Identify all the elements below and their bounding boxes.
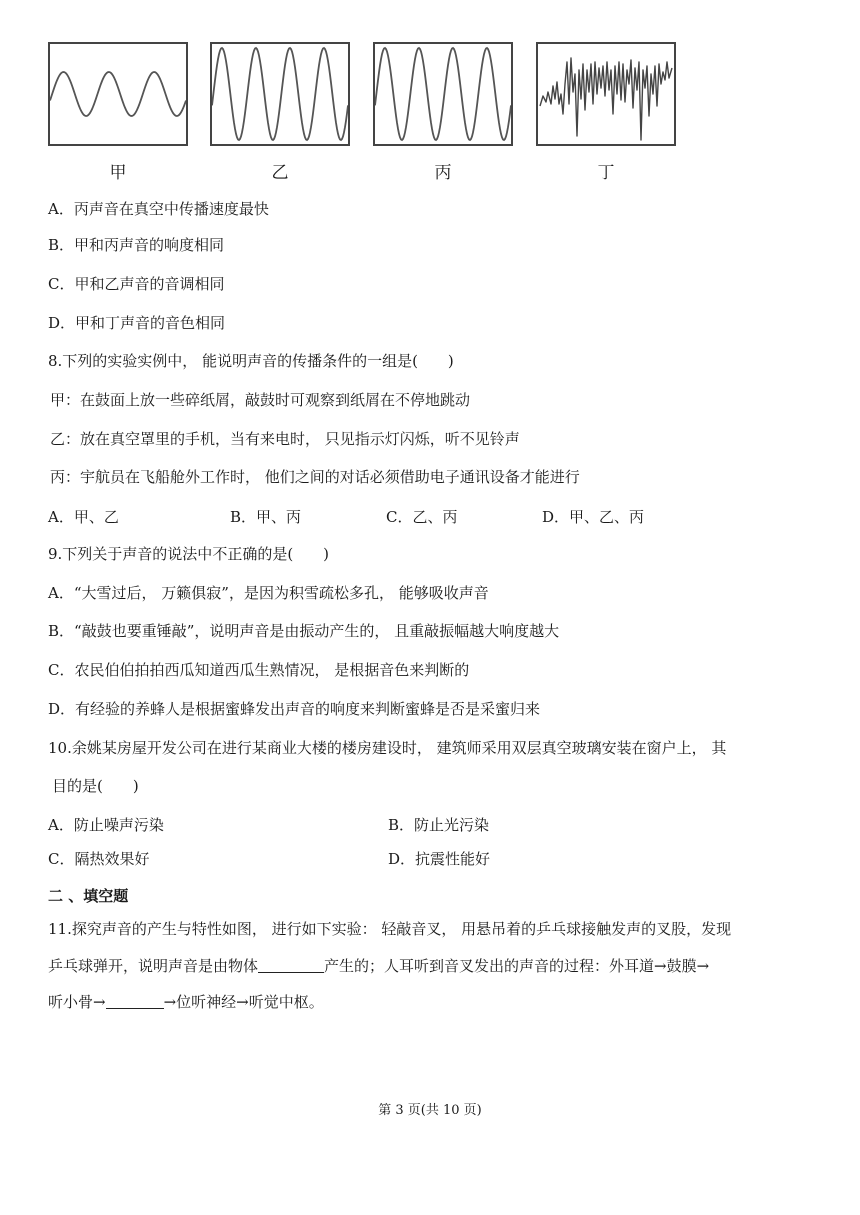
q8-option-c: C．乙、丙 [386,508,458,526]
q11-line2 [48,955,709,977]
q7-option-c: C．甲和乙声音的音调相同 [48,275,225,293]
waveform-figure [48,42,678,182]
q7-option-b: B．甲和丙声音的响度相同 [48,236,225,254]
q8-option-b: B．甲、丙 [230,508,302,526]
q9-option-a: A．“大雪过后， 万籁俱寂”，是因为积雪疏松多孔， 能够吸收声音 [48,584,489,602]
waveform-label-yi: 乙 [271,163,289,183]
q11-line2-a: 乒乓球弹开，说明声音是由物体 [48,957,259,975]
q9-stem: 9.下列关于声音的说法中不正确的是( ) [48,545,330,563]
q9-option-d: D．有经验的养蜂人是根据蜜蜂发出声音的响度来判断蜜蜂是否是采蜜归来 [48,700,541,718]
q11-line3-b: →位听神经→听觉中枢。 [163,993,324,1011]
q10-option-b: B．防止光污染 [388,816,490,834]
page-footer: 第 3 页(共 10 页) [378,1103,482,1118]
q11-blank-2[interactable] [106,992,164,1009]
q10-options-row2 [48,848,748,870]
section-title-fill-in: 二 、填空题 [48,887,129,905]
waveform-label-ding: 丁 [597,163,615,183]
q10-stem-line2: 目的是( ) [52,777,139,795]
q11-line1: 11.探究声音的产生与特性如图， 进行如下实验： 轻敲音叉， 用悬吊着的乒乓球接触发声的叉股，发现 [48,920,732,938]
waveform-label-jia: 甲 [109,163,127,183]
q10-option-d: D．抗震性能好 [388,850,491,868]
q7-option-a: A．丙声音在真空中传播速度最快 [48,200,269,218]
q11-line3 [48,991,324,1013]
q7-option-d: D．甲和丁声音的音色相同 [48,314,226,332]
waveform-bing [373,42,513,146]
q8-option-a: A．甲、乙 [48,508,119,526]
q10-stem-line1: 10.余姚某房屋开发公司在进行某商业大楼的楼房建设时， 建筑师采用双层真空玻璃安装在窗户上， 其 [48,739,727,757]
q8-stem: 8.下列的实验实例中， 能说明声音的传播条件的一组是( ) [48,352,454,370]
waveform-yi [210,42,350,146]
q9-option-b: B．“敲鼓也要重锤敲”，说明声音是由振动产生的， 且重敲振幅越大响度越大 [48,622,560,640]
q11-blank-1[interactable] [258,956,324,973]
q9-option-c: C．农民伯伯拍拍西瓜知道西瓜生熟情况， 是根据音色来判断的 [48,661,470,679]
waveform-label-bing: 丙 [434,163,452,183]
q10-option-c: C．隔热效果好 [48,850,150,868]
q10-option-a: A．防止噪声污染 [48,816,164,834]
q11-line2-b: 产生的；人耳听到音叉发出的声音的过程：外耳道→鼓膜→ [324,957,710,975]
q8-item-jia: 甲：在鼓面上放一些碎纸屑，敲鼓时可观察到纸屑在不停地跳动 [50,391,471,409]
q8-options [48,506,748,528]
q8-option-d: D．甲、乙、丙 [542,508,645,526]
q8-item-bing: 丙：宇航员在飞船舱外工作时， 他们之间的对话必须借助电子通讯设备才能进行 [50,468,580,486]
waveform-jia [48,42,188,146]
waveform-ding [536,42,676,146]
q11-line3-a: 听小骨→ [48,993,106,1011]
q8-item-yi: 乙：放在真空罩里的手机，当有来电时， 只见指示灯闪烁，听不见铃声 [50,430,520,448]
q10-options-row1 [48,814,748,836]
